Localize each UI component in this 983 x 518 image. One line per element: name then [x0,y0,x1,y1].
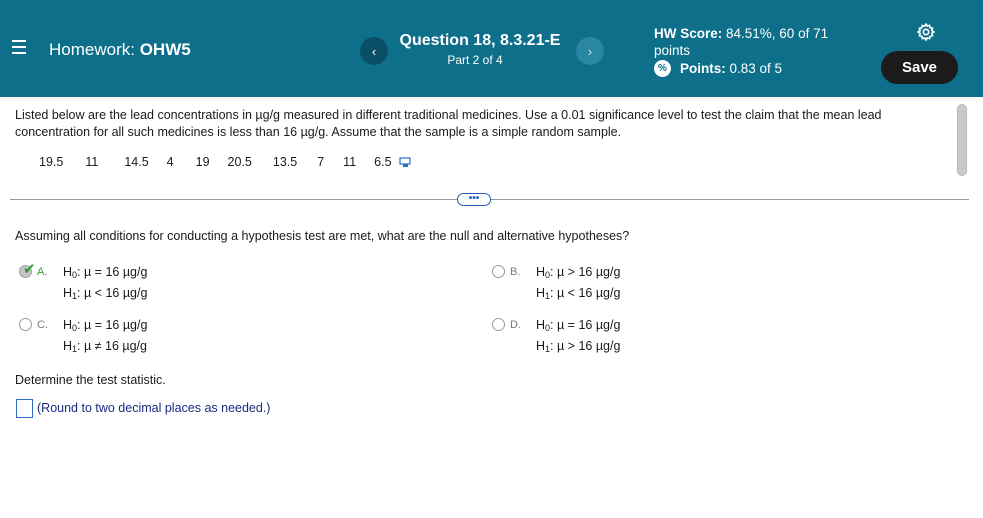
null-hypothesis: $H_0$: µ = 16 µg/g [63,318,148,333]
null-hypothesis: $H_0$: µ > 16 µg/g [536,265,621,280]
hw-score [654,25,854,59]
choice-radio[interactable] [492,318,505,331]
points-value: 0.83 of 5 [729,61,783,76]
data-value: 13.5 [272,155,298,169]
choice-hypotheses [63,315,147,357]
copy-data-icon[interactable] [399,157,412,168]
homework-name: OHW5 [139,40,191,59]
data-value: 19 [195,155,210,169]
data-value: 4 [166,155,174,169]
question-points [654,60,782,77]
choice-radio[interactable] [19,318,32,331]
choice-letter: C. [37,319,48,331]
menu-icon[interactable] [12,40,26,56]
data-values [39,155,412,169]
top-bar [0,0,983,97]
next-question-button[interactable] [576,37,604,65]
hw-score-label: HW Score: [654,26,727,41]
points-label: Points: [680,61,726,76]
data-value: 11 [343,155,357,169]
choice-hypotheses [63,262,147,304]
question-title: Question 18, 8.3.21-E [399,32,561,49]
choice-letter: B. [510,266,521,278]
hw-score-suffix: points [654,43,691,58]
save-button[interactable]: Save [881,51,958,84]
correct-check-icon: ✔ [23,261,36,278]
question-prompt: Assuming all conditions for conducting a hypothesis test are met, what are the null and alternative hypotheses? [15,229,630,243]
test-statistic-label: Determine the test statistic. [15,373,166,387]
null-hypothesis: $H_0$: µ = 16 µg/g [536,318,621,333]
homework-prefix: Homework: [49,40,140,59]
rounding-hint: (Round to two decimal places as needed.) [37,401,271,415]
choice-letter: A. [37,266,48,278]
previous-question-button[interactable] [360,37,388,65]
alternative-hypothesis: $H_1$: µ < 16 µg/g [536,286,621,301]
data-value: 14.5 [124,155,149,169]
data-value: 6.5 [374,155,392,169]
alternative-hypothesis: $H_1$: µ < 16 µg/g [63,286,148,301]
points-icon: % [654,60,671,77]
alternative-hypothesis: $H_1$: µ ≠ 16 µg/g [63,339,147,354]
data-value: 7 [317,155,325,169]
choice-letter: D. [510,319,521,331]
alternative-hypothesis: $H_1$: µ > 16 µg/g [536,339,621,354]
chevron-left-icon: ‹ [371,43,377,59]
hw-score-value: 84.51%, 60 of 71 [726,26,829,41]
data-value: 11 [85,155,99,169]
homework-title[interactable] [49,40,191,60]
chevron-right-icon: › [587,43,593,59]
problem-statement: Listed below are the lead concentrations in µg/g measured in different traditional medicines. Use a 0.01 significance level to test the claim that the mean lead concentration for all such medicines is less than 16 µg/g. Assume that the sample is a simple random sample. [15,108,882,139]
choice-radio[interactable] [492,265,505,278]
scrollbar[interactable] [957,104,967,176]
data-value: 20.5 [227,155,252,169]
question-part: Part 2 of 4 [447,53,503,67]
null-hypothesis: $H_0$: µ = 16 µg/g [63,265,148,280]
choice-hypotheses [536,315,620,357]
data-value: 19.5 [39,155,64,169]
choice-hypotheses [536,262,620,304]
test-statistic-input[interactable] [16,399,33,418]
expand-more-button[interactable]: ••• [457,193,491,206]
gear-icon[interactable] [916,22,936,42]
